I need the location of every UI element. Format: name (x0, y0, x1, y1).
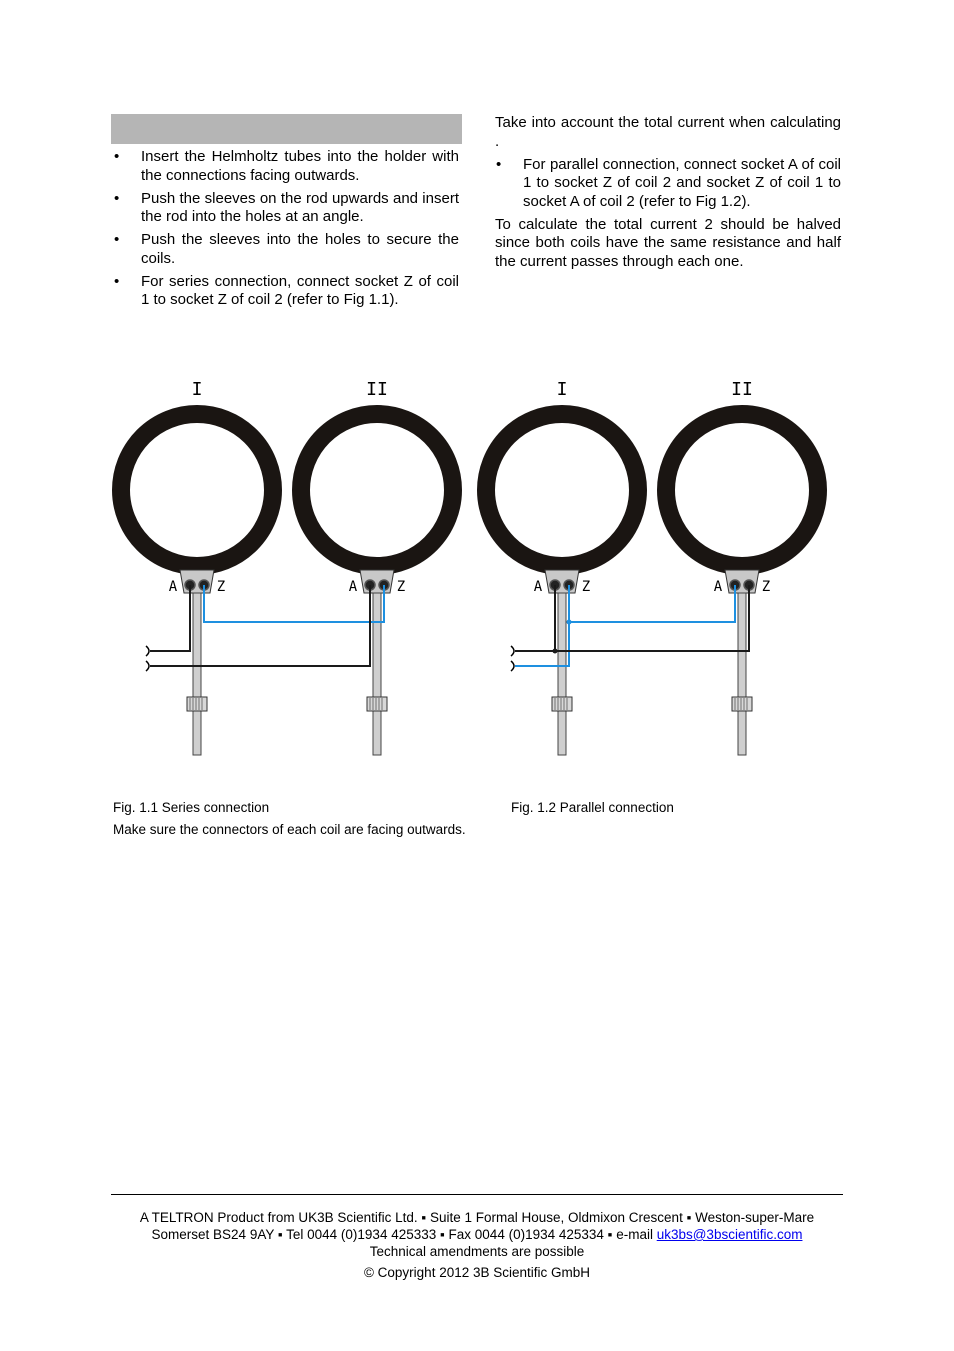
parallel-junction-black (553, 649, 558, 654)
parallel-terminal-1 (511, 646, 514, 656)
socket-a-label: A (348, 579, 358, 595)
parallel-link-wire-blue (569, 585, 735, 622)
socket-a-label: A (168, 579, 178, 595)
list-item: • Insert the Helmholtz tubes into the holder with the connections facing outwards. (113, 148, 459, 185)
list-item: • For series connection, connect socket Z of coil 1 to socket Z of coil 2 (refer to Fig 1.1). (113, 273, 459, 310)
support-rod (738, 593, 746, 755)
connector-housing (180, 570, 214, 593)
right-body-paragraph: To calculate the total current 2 should be halved since both coils have the same resistance and half the current passes through each one. (495, 215, 841, 270)
right-intro-paragraph: Take into account the total current when calculating . (495, 114, 841, 150)
footer-address-line1: A TELTRON Product from UK3B Scientific Ltd. ▪ Suite 1 Formal House, Oldmixon Crescent ▪ Weston-super-Mare (139, 1210, 815, 1225)
coil-label: II (366, 379, 388, 400)
socket-z-label: Z (396, 579, 406, 595)
parallel-junction-blue (567, 620, 572, 625)
socket-a-label: A (533, 579, 543, 595)
series-terminal-1 (146, 646, 149, 656)
socket-z-label: Z (216, 579, 226, 595)
connector-housing (725, 570, 759, 593)
coil-ring (301, 414, 453, 566)
fig1-caption: Fig. 1.1 Series connection (113, 800, 270, 815)
series-terminal-2 (146, 661, 149, 671)
list-item: • Push the sleeves into the holes to secure the coils. (113, 231, 459, 268)
footer-contact: Somerset BS24 9AY ▪ Tel 0044 (0)1934 425333 ▪ Fax 0044 (0)1934 425334 ▪ e-mail (151, 1227, 657, 1242)
footer-email-link[interactable]: uk3bs@3bscientific.com (656, 1227, 803, 1242)
list-item: • For parallel connection, connect socket A of coil 1 to socket Z of coil 2 and socket Z of coil 1 to socket A of coil 2 (refer to Fig 1.2). (495, 156, 841, 212)
coil-ring (121, 414, 273, 566)
connector-housing (545, 570, 579, 593)
socket-z-label: Z (581, 579, 591, 595)
footer-address-line2 (111, 1226, 843, 1243)
list-item: • Push the sleeves on the rod upwards and insert the rod into the holes at an angle. (113, 190, 459, 227)
series-lead-wire-2 (150, 585, 370, 666)
fig2-caption: Fig. 1.2 Parallel connection (511, 800, 674, 815)
support-rod (558, 593, 566, 755)
coil-ring (666, 414, 818, 566)
support-rod (373, 593, 381, 755)
connector-housing (360, 570, 394, 593)
coil-ring (486, 414, 638, 566)
socket-z-label: Z (761, 579, 771, 595)
footer-copyright: © Copyright 2012 3B Scientific GmbH (363, 1265, 591, 1280)
connector-note: Make sure the connectors of each coil are facing outwards. (113, 822, 466, 837)
support-rod (193, 593, 201, 755)
coil-label: I (191, 379, 203, 400)
footer-amendments: Technical amendments are possible (369, 1244, 585, 1259)
footer-divider (111, 1194, 843, 1195)
coil-label: I (556, 379, 568, 400)
coil-label: II (731, 379, 753, 400)
socket-a-label: A (713, 579, 723, 595)
parallel-terminal-2 (511, 661, 514, 671)
